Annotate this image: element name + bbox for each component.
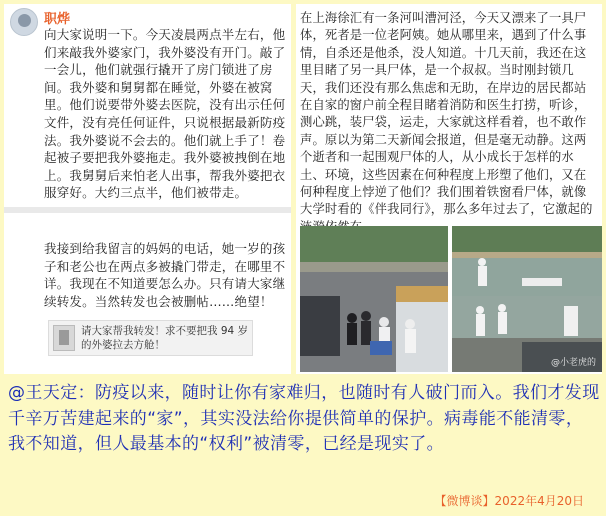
article-text: 在上海徐汇有一条河叫漕河泾，今天又漂来了一具尸体，死者是一位老阿姨。她从哪里来，遇到了什么事情，自杀还是他杀，没人知道。十几天前，我还在这里目睹了另一具尸体，是一个叔叔。当时刚封锁几天，我们还没有那么焦虑和无助，在岸边的居民都站在自家的窗户前全程目睹着消防和医生打捞，听诊，测心跳，装尸袋，运走，大家就这样看着，也不敢作声。原以为第二天新闻会报道，但是毫无动静。这两个逝者和一起围观尸体的人，从小成长于怎样的水土、环境，这些因素在何种程度上形塑了他们，又在何种程度上悖逆了他们？我们围着铁窗看尸体，就像大学时看的《伴我同行》，那么多年过去了，它激起的 bbox=[300, 11, 593, 217]
quote-thumbnail-image bbox=[53, 325, 75, 351]
image-watermark: @小老虎的 bbox=[550, 358, 596, 368]
post-section-top bbox=[4, 4, 291, 209]
post-section-bottom bbox=[4, 213, 291, 374]
footer-source-date: 【微博谈】2022年4月20日 bbox=[434, 494, 584, 508]
photo-riverbank-crowd bbox=[300, 226, 448, 372]
photo-river-recovery bbox=[452, 296, 602, 372]
commentary-text: @王天定：防疫以来，随时让你有家难归，也随时有人破门而入。我们才发现千辛万苦建起来的“家”，其实没法给你提供简单的保护。病毒能不能清零，我不知道，但人最基本的“权利”被清零，已经是现实了。 bbox=[8, 383, 600, 454]
post-body-part1: 向大家说明一下。今天凌晨两点半左右，他们来敲我外婆家门，我外婆没有开门。敲了一会儿，他们就强行撬开了房门锁进了房间。我外婆和舅舅都在睡觉，外婆在被窝里。他们说要带外婆去医院，没有出示任何文件，没有亮任何证件，只说根据最新防疫法。我外婆说不会去的。他们就上手了！卷起被子要把我外婆拖走。我外婆被拽倒在地上。我舅舅后来怕老人出事，帮我外婆把衣服穿好。大约三点半，他们被带走。 bbox=[44, 27, 286, 201]
quote-text: 请大家帮我转发！求不要把我 94 岁的外婆拉去方舱！ bbox=[81, 325, 249, 351]
username[interactable]: 职烨 bbox=[44, 12, 71, 27]
avatar[interactable] bbox=[10, 8, 38, 36]
photo-river-worker bbox=[452, 226, 602, 296]
post-body-part2: 我接到给我留言的妈妈的电话，她一岁的孩子和老公也在两点多被撬门带走，在哪里不详。我现在不知道要怎么办。只有请大家继续转发。当然转发也会被删帖……绝望！ bbox=[44, 241, 286, 309]
photo-riverbank-crowd-illustration bbox=[300, 226, 448, 372]
photo-river-worker-illustration bbox=[452, 226, 602, 296]
quoted-post[interactable] bbox=[48, 320, 253, 356]
weibo-post-screenshot bbox=[4, 4, 291, 374]
article-screenshot bbox=[296, 4, 602, 374]
